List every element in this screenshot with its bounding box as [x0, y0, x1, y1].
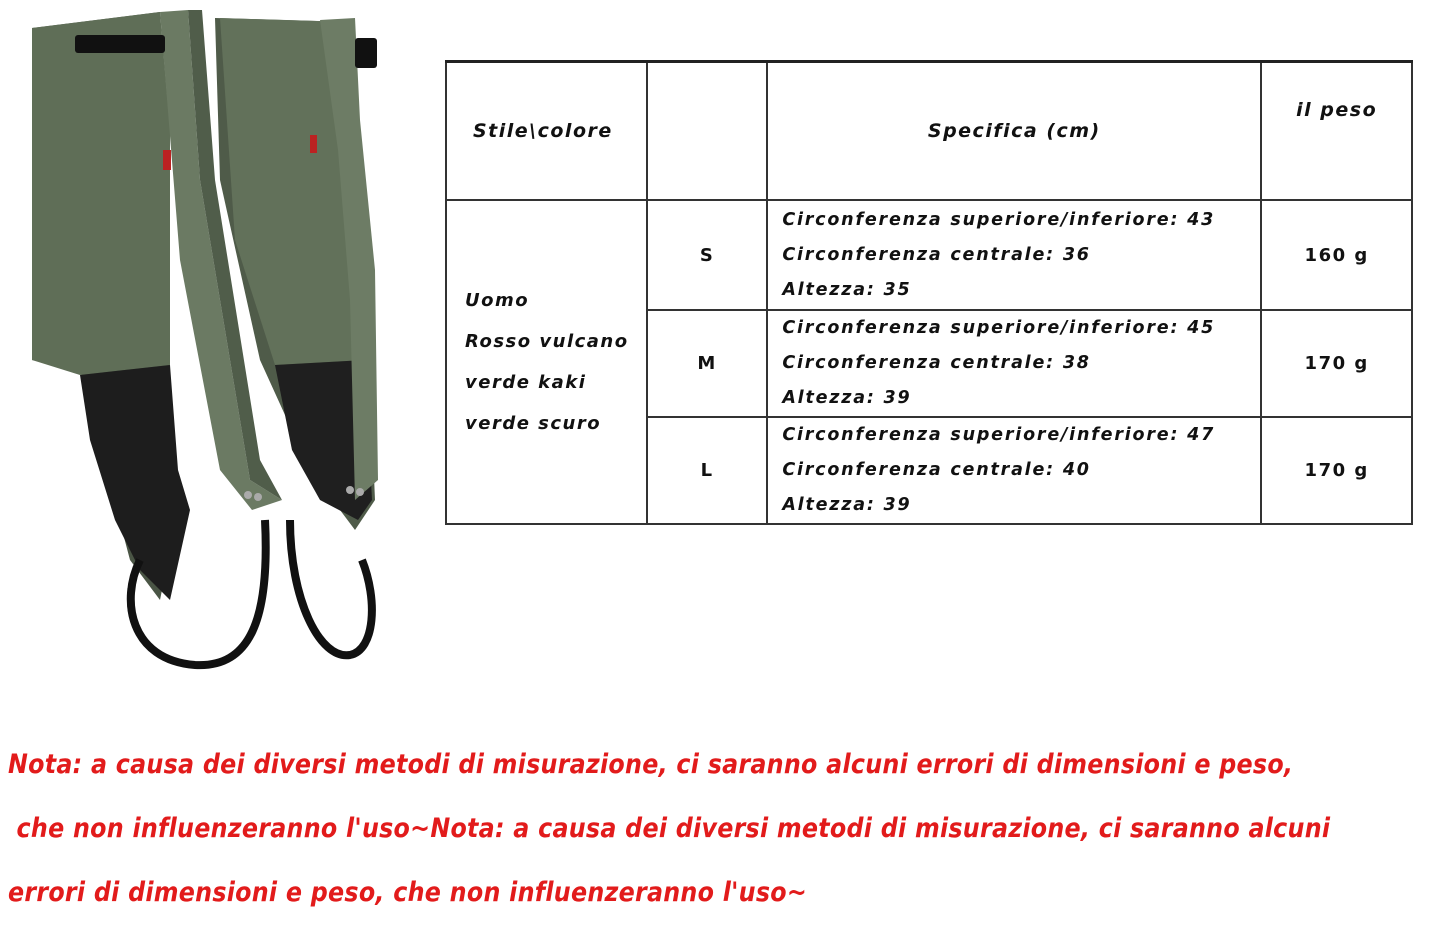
style-line: verde kaki — [465, 372, 587, 393]
spec-line: Circonferenza superiore/inferiore: 43 — [782, 209, 1216, 230]
spec-line: Circonferenza superiore/inferiore: 45 — [782, 318, 1216, 338]
spec-line: Circonferenza centrale: 40 — [782, 460, 1091, 480]
spec-line: Altezza: 39 — [782, 495, 912, 515]
spec-line: Circonferenza centrale: 36 — [782, 244, 1091, 265]
note-line: errori di dimensioni e peso, che non influenzeranno l'uso~ — [8, 877, 808, 908]
header-weight: il peso — [1261, 62, 1412, 201]
style-color-cell — [446, 200, 647, 524]
table-header-row — [446, 62, 1412, 201]
weight-cell: 170 g — [1261, 417, 1412, 524]
size-cell: M — [647, 310, 767, 417]
header-size — [647, 62, 767, 201]
weight-cell: 160 g — [1261, 200, 1412, 310]
size-chart-table — [445, 60, 1413, 525]
spec-cell — [767, 200, 1261, 310]
note-line: che non influenzeranno l'uso~Nota: a causa dei diversi metodi di misurazione, ci saranno alcuni — [8, 813, 1331, 844]
spec-line: Altezza: 35 — [782, 279, 912, 300]
note-line: Nota: a causa dei diversi metodi di misurazione, ci saranno alcuni errori di dimensioni e peso, — [8, 749, 1294, 780]
style-line: Rosso vulcano — [465, 331, 629, 352]
gaiters-product-image — [20, 0, 420, 680]
spec-cell — [767, 310, 1261, 417]
spec-line: Altezza: 39 — [782, 388, 912, 408]
size-cell: L — [647, 417, 767, 524]
spec-line: Circonferenza centrale: 38 — [782, 353, 1091, 373]
weight-cell: 170 g — [1261, 310, 1412, 417]
header-style-color: Stile\colore — [446, 62, 647, 201]
header-specification: Specifica (cm) — [767, 62, 1261, 201]
size-cell: S — [647, 200, 767, 310]
spec-line: Circonferenza superiore/inferiore: 47 — [782, 425, 1216, 445]
table-row — [446, 200, 1412, 310]
spec-cell — [767, 417, 1261, 524]
measurement-note — [8, 733, 1438, 925]
style-line: Uomo — [465, 290, 530, 311]
style-line: verde scuro — [465, 413, 602, 434]
